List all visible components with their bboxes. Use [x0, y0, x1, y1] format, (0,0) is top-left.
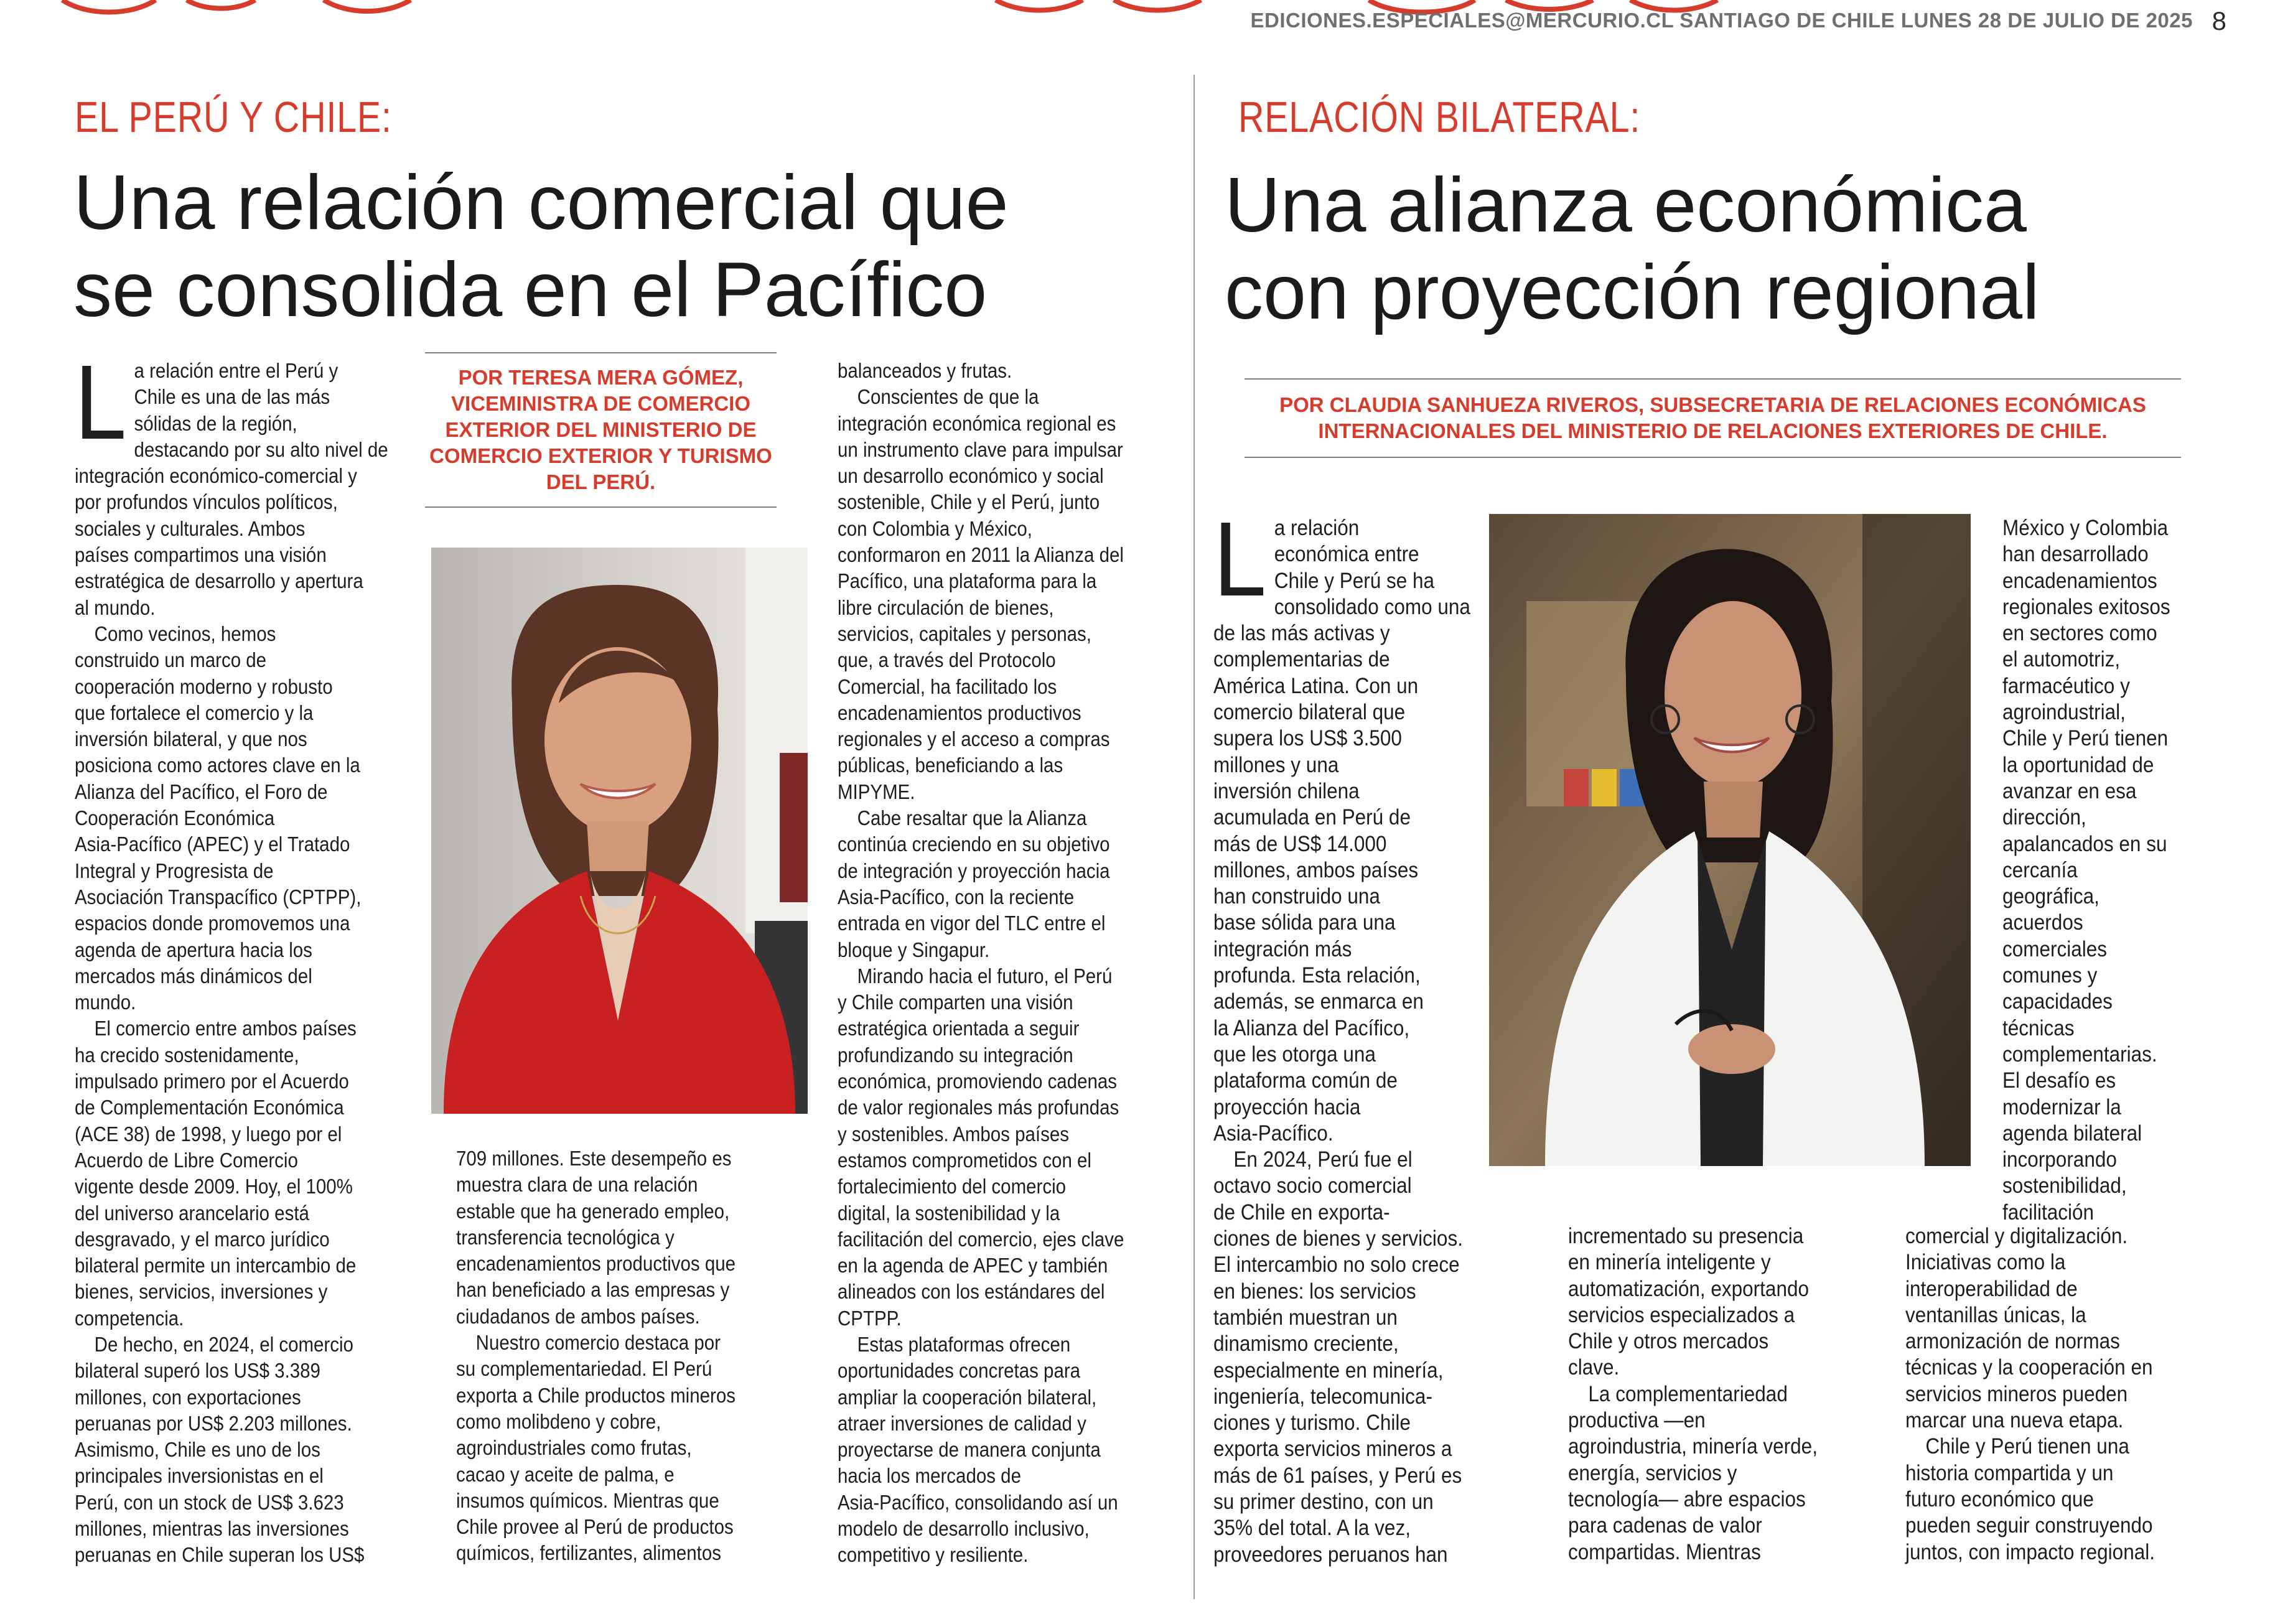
- text-line: productiva —en: [1568, 1408, 1706, 1433]
- text-line: bloque y Singapur.: [838, 938, 990, 962]
- text-line: ha crecido sostenidamente,: [75, 1043, 299, 1067]
- text-line: De hecho, en 2024, el comercio: [94, 1333, 353, 1356]
- left-dropcap: L: [75, 343, 127, 462]
- text-line: vigente desde 2009. Hoy, el 100%: [75, 1175, 353, 1199]
- text-line: acuerdos: [2002, 910, 2083, 935]
- text-line: ventanillas únicas, la: [1905, 1302, 2086, 1327]
- text-line: (ACE 38) de 1998, y luego por el: [75, 1122, 342, 1146]
- text-line: capacidades: [2002, 989, 2113, 1014]
- text-line: tecnología— abre espacios: [1568, 1486, 1806, 1511]
- text-line: competencia.: [75, 1307, 184, 1330]
- text-line: también muestran un: [1213, 1305, 1398, 1330]
- text-line: en bienes: los servicios: [1213, 1279, 1416, 1304]
- text-line: ingeniería, telecomunica-: [1213, 1384, 1432, 1409]
- text-line: conformaron en 2011 la Alianza del: [838, 544, 1124, 567]
- text-line: con Colombia y México,: [838, 517, 1032, 541]
- paragraph: [456, 1330, 736, 1567]
- text-line: farmacéutico y: [2002, 673, 2130, 698]
- text-line: servicios especializados a: [1568, 1302, 1795, 1327]
- text-line: cooperación moderno y robusto: [75, 675, 333, 699]
- right-column-1: [1213, 500, 1470, 1568]
- text-line: inversión chilena: [1213, 778, 1360, 803]
- text-line: bilateral permite un intercambio de: [75, 1254, 357, 1278]
- text-line: plataforma común de: [1213, 1068, 1398, 1093]
- text-line: Cooperación Económica: [75, 807, 275, 831]
- text-line: que les otorga una: [1213, 1042, 1376, 1066]
- text-line: han desarrollado: [2002, 542, 2149, 567]
- text-line: agenda de apertura hacia los: [75, 938, 312, 962]
- paragraph: [838, 1332, 1124, 1569]
- text-line: agroindustriales como frutas,: [456, 1437, 692, 1460]
- left-headline-line: Una relación comercial que: [73, 160, 1009, 246]
- text-line: El intercambio no solo crece: [1213, 1253, 1460, 1277]
- text-line: han construido una: [1213, 884, 1380, 909]
- text-line: impulsado primero por el Acuerdo: [75, 1070, 349, 1094]
- left-kicker: EL PERÚ Y CHILE:: [75, 93, 392, 141]
- text-line: fortalecimiento del comercio: [838, 1175, 1067, 1199]
- text-line: de Complementación Económica: [75, 1096, 344, 1120]
- text-line: proyectarse de manera conjunta: [838, 1439, 1101, 1462]
- right-headline-line: con proyección regional: [1225, 250, 2040, 335]
- text-line: como molibdeno y cobre,: [456, 1410, 661, 1434]
- text-line: agroindustrial,: [2002, 700, 2126, 725]
- text-line: en minería inteligente y: [1568, 1250, 1771, 1275]
- text-line: insumos químicos. Mientras que: [456, 1489, 719, 1513]
- text-line: estamos comprometidos con el: [838, 1149, 1091, 1172]
- text-line: para cadenas de valor: [1568, 1513, 1762, 1538]
- text-line: ampliar la cooperación bilateral,: [838, 1386, 1097, 1409]
- left-col3-body: [838, 358, 1124, 1569]
- text-line: sostenible, Chile y el Perú, junto: [838, 491, 1100, 515]
- text-line: incrementado su presencia: [1568, 1224, 1804, 1248]
- right-author-photo: [1489, 514, 1971, 1166]
- text-line: digital, la sostenibilidad y la: [838, 1202, 1060, 1225]
- text-line: encadenamientos productivos que: [456, 1253, 736, 1276]
- text-line: geográfica,: [2002, 884, 2100, 909]
- text-line: servicios mineros pueden: [1905, 1381, 2128, 1406]
- right-dropcap: L: [1213, 500, 1267, 618]
- text-line: modelo de desarrollo inclusivo,: [838, 1518, 1090, 1541]
- text-line: balanceados y frutas.: [838, 360, 1012, 383]
- text-line: Asia-Pacífico, con la reciente: [838, 885, 1075, 909]
- text-line: exporta a Chile productos mineros: [456, 1384, 736, 1407]
- text-line: millones, ambos países: [1213, 857, 1419, 882]
- text-line: automatización, exportando: [1568, 1276, 1809, 1301]
- text-line: pueden seguir construyendo: [1905, 1513, 2153, 1538]
- text-line: públicas, beneficiando a las: [838, 754, 1063, 778]
- paragraph: [1213, 594, 1470, 1147]
- text-line: de las más activas y: [1213, 621, 1390, 646]
- text-line: de integración y proyección hacia: [838, 859, 1110, 883]
- text-line: México y Colombia: [2002, 516, 2169, 540]
- right-kicker: RELACIÓN BILATERAL:: [1238, 93, 1641, 141]
- text-line: Conscientes de que la: [857, 386, 1039, 409]
- text-line: transferencia tecnológica y: [456, 1226, 675, 1249]
- text-line: destacando por su alto nivel de: [134, 438, 388, 462]
- text-line: en la agenda de APEC y también: [838, 1254, 1108, 1278]
- text-line: integración económico-comercial y: [75, 465, 357, 488]
- text-line: Acuerdo de Libre Comercio: [75, 1149, 298, 1172]
- text-line: base sólida para una: [1213, 910, 1396, 935]
- text-line: cercanía: [2002, 857, 2078, 882]
- text-line: la oportunidad de: [2002, 752, 2154, 777]
- text-line: estratégica orientada a seguir: [838, 1017, 1080, 1041]
- text-line: energía, servicios y: [1568, 1460, 1737, 1485]
- text-line: Asia-Pacífico (APEC) y el Tratado: [75, 833, 350, 857]
- header-info: EDICIONES.ESPECIALES@MERCURIO.CL SANTIAGO DE CHILE LUNES 28 DE JULIO DE 2025: [1250, 9, 2193, 32]
- paragraph: [1905, 1223, 2155, 1434]
- text-line: Iniciativas como la: [1905, 1250, 2066, 1275]
- paragraph: [838, 358, 1124, 385]
- text-line: millones, mientras las inversiones: [75, 1518, 349, 1541]
- text-line: bienes, servicios, inversiones y: [75, 1281, 328, 1304]
- text-line: mundo.: [75, 991, 136, 1015]
- text-line: su primer destino, con un: [1213, 1489, 1434, 1514]
- text-line: inversión bilateral, y que nos: [75, 728, 307, 752]
- text-line: marcar una nueva etapa.: [1905, 1408, 2124, 1433]
- right-headline: [1225, 162, 2040, 336]
- text-line: complementarias.: [2002, 1042, 2157, 1066]
- text-line: comerciales: [2002, 936, 2108, 961]
- text-line: En 2024, Perú fue el: [1233, 1147, 1413, 1172]
- text-line: apalancados en su: [2002, 831, 2167, 856]
- text-line: proyección hacia: [1213, 1094, 1361, 1119]
- text-line: oportunidades concretas para: [838, 1360, 1081, 1383]
- text-line: América Latina. Con un: [1213, 673, 1419, 698]
- text-line: octavo socio comercial: [1213, 1174, 1412, 1198]
- text-line: al mundo.: [75, 596, 156, 620]
- text-line: exporta servicios mineros a: [1213, 1437, 1452, 1462]
- text-line: servicios, capitales y personas,: [838, 622, 1091, 646]
- text-line: comercio bilateral que: [1213, 700, 1406, 725]
- text-line: estable que ha generado empleo,: [456, 1200, 730, 1223]
- text-line: Alianza del Pacífico, el Foro de: [75, 780, 328, 804]
- text-line: integración más: [1213, 936, 1352, 961]
- text-line: armonización de normas: [1905, 1329, 2120, 1354]
- text-line: Nuestro comercio destaca por: [475, 1332, 721, 1355]
- right-col2-body: [1568, 1223, 1818, 1566]
- text-line: económica, promoviendo cadenas: [838, 1070, 1118, 1094]
- text-line: continúa creciendo en su objetivo: [838, 833, 1110, 857]
- text-line: competitivo y resiliente.: [838, 1544, 1029, 1567]
- left-col2-body: [456, 1146, 736, 1567]
- text-line: de valor regionales más profundas: [838, 1096, 1119, 1120]
- text-line: espacios donde promovemos una: [75, 912, 350, 936]
- paragraph: [1905, 1434, 2155, 1565]
- right-headline-line: Una alianza económica: [1225, 162, 2027, 248]
- text-line: encadenamientos: [2002, 568, 2157, 593]
- text-line: técnicas y la cooperación en: [1905, 1355, 2153, 1380]
- text-line: Perú, con un stock de US$ 3.623: [75, 1491, 344, 1514]
- text-line: clave.: [1568, 1355, 1620, 1380]
- paragraph: [1568, 1381, 1818, 1566]
- text-line: posiciona como actores clave en la: [75, 754, 360, 778]
- text-line: consolidado como una: [1274, 594, 1470, 619]
- paragraph: [456, 1146, 736, 1330]
- column-divider: [1193, 75, 1195, 1599]
- text-line: cacao y aceite de palma, e: [456, 1463, 675, 1486]
- left-col1-body: [75, 437, 388, 1569]
- text-line: historia compartida y un: [1905, 1460, 2114, 1485]
- text-line: Cabe resaltar que la Alianza: [857, 807, 1087, 831]
- text-line: incorporando: [2002, 1147, 2117, 1172]
- left-col1-first-lines: a relación entre el Perú y Chile es una de las más sólidas de la región,: [134, 360, 339, 436]
- text-line: de Chile en exporta-: [1213, 1200, 1390, 1225]
- paragraph: [838, 806, 1124, 964]
- text-line: interoperabilidad de: [1905, 1276, 2078, 1301]
- text-line: Estas plataformas ofrecen: [857, 1333, 1071, 1356]
- text-line: libre circulación de bienes,: [838, 596, 1054, 620]
- text-line: especialmente en minería,: [1213, 1358, 1444, 1383]
- left-byline: POR TERESA MERA GÓMEZ, VICEMINISTRA DE COMERCIO EXTERIOR DEL MINISTERIO DE COMERCIO EXTERIOR Y TURISMO DEL PERÚ.: [425, 352, 777, 508]
- text-line: Asia-Pacífico, consolidando así un: [838, 1491, 1118, 1514]
- page-number: 8: [2212, 6, 2226, 35]
- left-column-3: [838, 358, 1124, 1569]
- text-line: un desarrollo económico y social: [838, 465, 1104, 488]
- paragraph: [2002, 1068, 2170, 1226]
- text-line: un instrumento clave para impulsar: [838, 438, 1123, 462]
- right-col1-first-lines: a relación económica entre Chile y Perú se ha: [1274, 516, 1435, 593]
- text-line: proveedores peruanos han: [1213, 1542, 1448, 1567]
- text-line: que, a través del Protocolo: [838, 649, 1056, 673]
- paragraph: [2002, 515, 2170, 1068]
- right-column-3: [2002, 515, 2170, 1226]
- text-line: Asimismo, Chile es uno de los: [75, 1439, 320, 1462]
- text-line: estratégica de desarrollo y apertura: [75, 570, 363, 594]
- right-col1-body: [1213, 594, 1470, 1568]
- text-line: supera los US$ 3.500: [1213, 726, 1402, 751]
- paragraph: [838, 964, 1124, 1332]
- paragraph: [1213, 1147, 1463, 1568]
- text-line: dinamismo creciente,: [1213, 1332, 1399, 1356]
- text-line: MIPYME.: [838, 780, 915, 804]
- text-line: Como vecinos, hemos: [94, 622, 276, 646]
- text-line: futuro económico que: [1905, 1486, 2094, 1511]
- text-line: Comercial, ha facilitado los: [838, 675, 1057, 699]
- text-line: El desafío es: [2002, 1068, 2116, 1093]
- text-line: principales inversionistas en el: [75, 1465, 324, 1488]
- paragraph: [75, 437, 388, 622]
- right-col3-body: [2002, 515, 2170, 1226]
- right-column-4: [1905, 1223, 2155, 1566]
- text-line: regionales y el acceso a compras: [838, 728, 1110, 752]
- paragraph: [75, 1016, 364, 1332]
- text-line: millones y una: [1213, 752, 1339, 777]
- text-line: ciones y turismo. Chile: [1213, 1411, 1411, 1435]
- text-line: CPTPP.: [838, 1307, 902, 1330]
- text-line: mercados más dinámicos del: [75, 964, 312, 988]
- text-line: han beneficiado a las empresas y: [456, 1279, 730, 1302]
- text-line: Chile provee al Perú de productos: [456, 1516, 734, 1539]
- text-line: ciones de bienes y servicios.: [1213, 1226, 1463, 1251]
- text-line: atraer inversiones de calidad y: [838, 1412, 1086, 1435]
- text-line: muestra clara de una relación: [456, 1174, 698, 1197]
- text-line: Mirando hacia el futuro, el Perú: [857, 964, 1113, 988]
- text-line: complementarias de: [1213, 647, 1390, 672]
- right-column-2: [1568, 1223, 1818, 1566]
- right-col4-body: [1905, 1223, 2155, 1566]
- paragraph: [1568, 1223, 1818, 1381]
- text-line: El comercio entre ambos países: [94, 1017, 357, 1041]
- text-line: dirección,: [2002, 805, 2086, 830]
- text-line: desgravado, y el marco jurídico: [75, 1228, 330, 1251]
- text-line: Chile y otros mercados: [1568, 1329, 1769, 1354]
- text-line: La complementariedad: [1588, 1381, 1788, 1406]
- text-line: millones, con exportaciones: [75, 1386, 301, 1409]
- text-line: su complementariedad. El Perú: [456, 1358, 712, 1381]
- text-line: por profundos vínculos políticos,: [75, 491, 338, 515]
- text-line: más de 61 países, y Perú es: [1213, 1463, 1462, 1488]
- text-line: Pacífico, una plataforma para la: [838, 570, 1097, 594]
- left-column-2: [456, 1146, 736, 1567]
- text-line: profunda. Esta relación,: [1213, 963, 1421, 988]
- right-byline: POR CLAUDIA SANHUEZA RIVEROS, SUBSECRETARIA DE RELACIONES ECONÓMICAS INTERNACIONALES DEL MINISTERIO DE RELACIONES EXTERIORES DE CHILE.: [1245, 378, 2181, 458]
- text-line: comunes y: [2002, 963, 2098, 988]
- text-line: además, se enmarca en: [1213, 989, 1424, 1014]
- left-headline: [73, 159, 1009, 334]
- text-line: agroindustria, minería verde,: [1568, 1434, 1818, 1459]
- text-line: peruanas por US$ 2.203 millones.: [75, 1412, 352, 1435]
- text-line: Integral y Progresista de: [75, 859, 274, 883]
- text-line: avanzar en esa: [2002, 778, 2137, 803]
- text-line: juntos, con impacto regional.: [1905, 1539, 2155, 1564]
- text-line: Asociación Transpacífico (CPTPP),: [75, 885, 362, 909]
- text-line: Asia-Pacífico.: [1213, 1121, 1334, 1146]
- text-line: más de US$ 14.000: [1213, 831, 1387, 856]
- text-line: compartidas. Mientras: [1568, 1539, 1761, 1564]
- text-line: entrada en vigor del TLC entre el: [838, 912, 1106, 936]
- text-line: regionales exitosos: [2002, 594, 2170, 619]
- text-line: el automotriz,: [2002, 647, 2121, 672]
- text-line: Chile y Perú tienen: [2002, 726, 2169, 751]
- text-line: 35% del total. A la vez,: [1213, 1516, 1411, 1541]
- text-line: 709 millones. Este desempeño es: [456, 1147, 732, 1170]
- text-line: del universo arancelario está: [75, 1202, 309, 1225]
- text-line: bilateral superó los US$ 3.389: [75, 1360, 320, 1383]
- left-headline-line: se consolida en el Pacífico: [73, 247, 988, 333]
- paragraph: [75, 1332, 364, 1569]
- text-line: y sostenibles. Ambos países: [838, 1122, 1069, 1146]
- left-column-1: [75, 343, 388, 1569]
- text-line: agenda bilateral: [2002, 1121, 2142, 1146]
- text-line: sostenibilidad,: [2002, 1174, 2127, 1198]
- text-line: y Chile comparten una visión: [838, 991, 1073, 1015]
- paragraph: [838, 385, 1124, 806]
- text-line: ciudadanos de ambos países.: [456, 1305, 700, 1328]
- text-line: sociales y culturales. Ambos: [75, 517, 306, 541]
- text-line: modernizar la: [2002, 1094, 2121, 1119]
- text-line: técnicas: [2002, 1015, 2075, 1040]
- text-line: acumulada en Perú de: [1213, 805, 1411, 830]
- text-line: hacia los mercados de: [838, 1465, 1021, 1488]
- text-line: alineados con los estándares del: [838, 1281, 1105, 1304]
- text-line: la Alianza del Pacífico,: [1213, 1015, 1410, 1040]
- text-line: profundizando su integración: [838, 1043, 1073, 1067]
- text-line: encadenamientos productivos: [838, 701, 1081, 725]
- text-line: países compartimos una visión: [75, 544, 327, 567]
- text-line: Chile y Perú tienen una: [1925, 1434, 2129, 1459]
- text-line: comercial y digitalización.: [1905, 1224, 2128, 1248]
- text-line: facilitación: [2002, 1200, 2095, 1225]
- text-line: facilitación del comercio, ejes clave: [838, 1228, 1124, 1251]
- text-line: que fortalece el comercio y la: [75, 701, 314, 725]
- text-line: construido un marco de: [75, 649, 267, 673]
- paragraph: [75, 622, 364, 1016]
- text-line: peruanas en Chile superan los US$: [75, 1544, 365, 1567]
- text-line: integración económica regional es: [838, 412, 1116, 436]
- text-line: en sectores como: [2002, 621, 2157, 646]
- left-author-photo: [431, 548, 808, 1114]
- text-line: químicos, fertilizantes, alimentos: [456, 1542, 722, 1566]
